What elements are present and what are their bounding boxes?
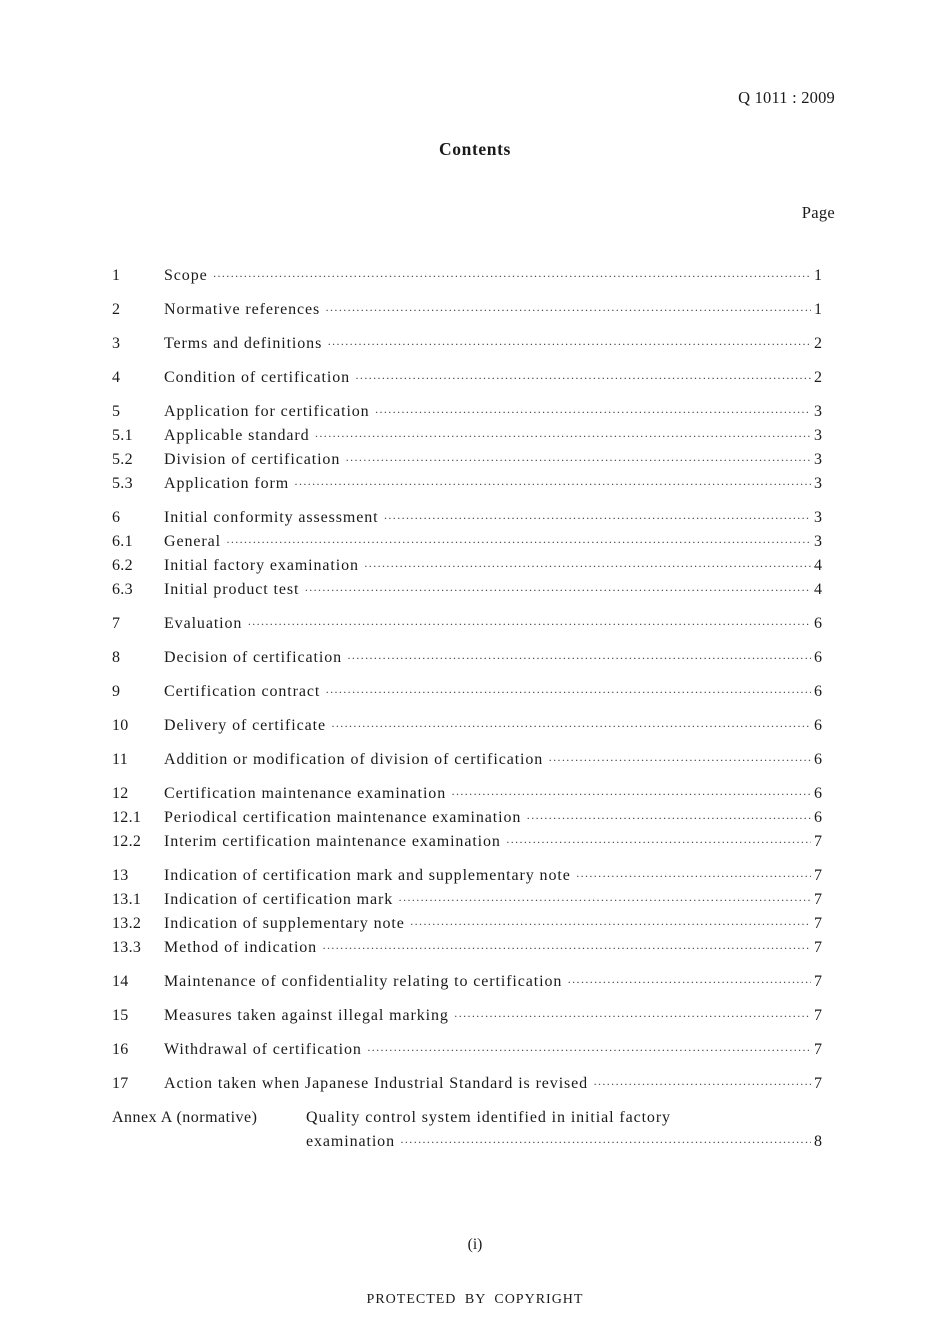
- annex-title-line2: examination: [306, 1133, 395, 1150]
- toc-entry[interactable]: [112, 554, 822, 578]
- document-number: Q 1011 : 2009: [738, 88, 835, 107]
- toc-entry-number: 7: [112, 615, 121, 632]
- dot-leader: [347, 646, 811, 670]
- toc-entry[interactable]: [112, 970, 822, 994]
- toc-entry-number: 15: [112, 1007, 129, 1024]
- dot-leader: [247, 612, 811, 636]
- toc-entry-title: Delivery of certificate: [164, 717, 326, 734]
- toc-entry-page: 1: [814, 301, 822, 318]
- dot-leader: [451, 782, 811, 806]
- toc-entry-page: 7: [814, 1075, 822, 1092]
- footer-page-number: (i): [467, 1236, 483, 1253]
- dot-leader: [506, 830, 811, 854]
- dot-leader: [327, 332, 811, 356]
- toc-entry-page: 2: [814, 335, 822, 352]
- toc-entry[interactable]: [112, 714, 822, 738]
- dot-leader: [226, 530, 811, 554]
- toc-entry-page: 3: [814, 403, 822, 420]
- toc-entry-title: Method of indication: [164, 939, 318, 956]
- toc-entry[interactable]: [112, 748, 822, 772]
- toc-entry-title: Application form: [164, 475, 290, 492]
- toc-entry[interactable]: [112, 936, 822, 960]
- toc-entry-number: 16: [112, 1041, 129, 1058]
- toc-entry-title: Addition or modification of division of certification: [164, 751, 544, 768]
- dot-leader: [315, 424, 812, 448]
- toc-entry-number: 8: [112, 649, 121, 666]
- toc-entry-title: Maintenance of confidentiality relating to certification: [164, 973, 563, 990]
- dot-leader: [345, 448, 811, 472]
- toc-entry-page: 6: [814, 649, 822, 666]
- toc-entry[interactable]: [112, 806, 822, 830]
- toc-section-group: [112, 970, 822, 994]
- copyright-notice: PROTECTED BY COPYRIGHT: [366, 1292, 584, 1307]
- toc-entry[interactable]: [112, 506, 822, 530]
- toc-entry-page: 7: [814, 833, 822, 850]
- toc-entry-page: 3: [814, 427, 822, 444]
- page-title: Contents: [439, 139, 511, 159]
- toc-section-group: [112, 506, 822, 602]
- toc-section-group: [112, 1072, 822, 1096]
- toc-section-group: [112, 782, 822, 854]
- toc-section-group: [112, 366, 822, 390]
- toc-entry-number: 6.3: [112, 581, 133, 598]
- toc-section-group: [112, 864, 822, 960]
- toc-entry-number: 13: [112, 867, 129, 884]
- toc-entry[interactable]: [112, 782, 822, 806]
- toc-entry[interactable]: [112, 298, 822, 322]
- dot-leader: [367, 1038, 811, 1062]
- toc-entry-number: 1: [112, 267, 121, 284]
- toc-entry-title: Decision of certification: [164, 649, 342, 666]
- toc-entry-page: 7: [814, 939, 822, 956]
- toc-entry-number: 5: [112, 403, 121, 420]
- dot-leader: [593, 1072, 811, 1096]
- annex-label: Annex A (normative): [112, 1109, 258, 1126]
- toc-section-group: [112, 612, 822, 636]
- toc-entry-page: 6: [814, 615, 822, 632]
- toc-entry-page: 3: [814, 509, 822, 526]
- toc-entry-title: Certification maintenance examination: [164, 785, 447, 802]
- toc-entry-title: Normative references: [164, 301, 321, 318]
- toc-entry-page: 6: [814, 809, 822, 826]
- toc-entry[interactable]: [112, 424, 822, 448]
- toc-entry[interactable]: [112, 578, 822, 602]
- toc-entry-title: Initial product test: [164, 581, 300, 598]
- toc-entry-number: 5.1: [112, 427, 133, 444]
- dot-leader: [213, 264, 811, 288]
- toc-entry-page: 6: [814, 751, 822, 768]
- toc-entry-page: 7: [814, 891, 822, 908]
- dot-leader: [294, 472, 811, 496]
- toc-entry-page: 7: [814, 915, 822, 932]
- toc-entry-title: Measures taken against illegal marking: [164, 1007, 449, 1024]
- toc-annex-entry[interactable]: [112, 1106, 822, 1154]
- toc-entry-title: Indication of certification mark: [164, 891, 394, 908]
- toc-section-group: [112, 1038, 822, 1062]
- toc-entry-page: 7: [814, 973, 822, 990]
- dot-leader: [526, 806, 811, 830]
- dot-leader: [364, 554, 811, 578]
- toc-entry-page: 8: [814, 1133, 822, 1150]
- toc-entry-page: 3: [814, 475, 822, 492]
- toc-entry-number: 13.1: [112, 891, 142, 908]
- toc-section-group: [112, 646, 822, 670]
- dot-leader: [400, 1130, 811, 1154]
- toc-entry-number: 14: [112, 973, 129, 990]
- dot-leader: [331, 714, 811, 738]
- dot-leader: [375, 400, 811, 424]
- toc-entry[interactable]: [112, 472, 822, 496]
- toc-entry-title: General: [164, 533, 221, 550]
- toc-entry-page: 2: [814, 369, 822, 386]
- toc-entry-number: 5.3: [112, 475, 133, 492]
- toc-entry-number: 11: [112, 751, 129, 768]
- toc-entry-title: Action taken when Japanese Industrial Standard is revised: [164, 1075, 589, 1092]
- toc-entry-number: 12.1: [112, 809, 142, 826]
- toc-entry-number: 2: [112, 301, 121, 318]
- toc-section-group: [112, 264, 822, 288]
- dot-leader: [454, 1004, 811, 1028]
- toc-entry-page: 6: [814, 717, 822, 734]
- toc-entry-number: 13.3: [112, 939, 142, 956]
- toc-entry-title: Withdrawal of certification: [164, 1041, 362, 1058]
- toc-entry[interactable]: [112, 332, 822, 356]
- toc-entry-title: Initial conformity assessment: [164, 509, 379, 526]
- annex-title-line1: Quality control system identified in initial factory: [306, 1109, 671, 1126]
- toc-entry-page: 7: [814, 1041, 822, 1058]
- toc-entry[interactable]: [112, 1038, 822, 1062]
- toc-entry[interactable]: [112, 1072, 822, 1096]
- dot-leader: [398, 888, 811, 912]
- toc-entry-page: 7: [814, 867, 822, 884]
- toc-entry[interactable]: [112, 530, 822, 554]
- toc-entry-title: Initial factory examination: [164, 557, 359, 574]
- dot-leader: [355, 366, 811, 390]
- dot-leader: [322, 936, 811, 960]
- toc-section-group: [112, 714, 822, 738]
- toc-entry-number: 10: [112, 717, 129, 734]
- toc-entry-number: 5.2: [112, 451, 133, 468]
- dot-leader: [384, 506, 811, 530]
- toc-entry[interactable]: [112, 612, 822, 636]
- toc-entry[interactable]: [112, 680, 822, 704]
- toc-entry-title: Scope: [164, 267, 208, 284]
- toc-entry-number: 6.1: [112, 533, 133, 550]
- toc-entry[interactable]: [112, 912, 822, 936]
- page-column-label: Page: [801, 203, 835, 222]
- toc-section-group: [112, 680, 822, 704]
- toc-entry-number: 6: [112, 509, 121, 526]
- toc-entry-number: 6.2: [112, 557, 133, 574]
- toc-entry-title: Evaluation: [164, 615, 243, 632]
- dot-leader: [325, 680, 811, 704]
- toc-entry-number: 13.2: [112, 915, 142, 932]
- toc-entry-number: 12.2: [112, 833, 142, 850]
- toc-entry-title: Application for certification: [164, 403, 370, 420]
- toc-entry[interactable]: [112, 646, 822, 670]
- toc-entry-page: 7: [814, 1007, 822, 1024]
- toc-entry-number: 3: [112, 335, 121, 352]
- toc-entry[interactable]: [112, 830, 822, 854]
- toc-entry-title: Periodical certification maintenance examination: [164, 809, 522, 826]
- toc-entry[interactable]: [112, 864, 822, 888]
- toc-section-group: [112, 1004, 822, 1028]
- toc-entry[interactable]: [112, 366, 822, 390]
- toc-entry-page: 4: [814, 557, 822, 574]
- toc-entry-page: 4: [814, 581, 822, 598]
- toc-entry-title: Certification contract: [164, 683, 321, 700]
- toc-entry[interactable]: [112, 264, 822, 288]
- dot-leader: [325, 298, 811, 322]
- dot-leader: [304, 578, 811, 602]
- toc-entry-page: 3: [814, 533, 822, 550]
- table-of-contents: [112, 264, 822, 1164]
- dot-leader: [567, 970, 811, 994]
- toc-entry[interactable]: [112, 448, 822, 472]
- toc-entry-title: Division of certification: [164, 451, 341, 468]
- toc-entry-title: Indication of certification mark and supplementary note: [164, 867, 571, 884]
- toc-entry-page: 1: [814, 267, 822, 284]
- toc-entry-title: Terms and definitions: [164, 335, 323, 352]
- toc-section-group: [112, 298, 822, 322]
- toc-section-group: [112, 748, 822, 772]
- toc-entry[interactable]: [112, 400, 822, 424]
- toc-entry-number: 4: [112, 369, 121, 386]
- toc-entry-title: Interim certification maintenance examination: [164, 833, 501, 850]
- toc-section-group: [112, 332, 822, 356]
- toc-entry[interactable]: [112, 1004, 822, 1028]
- dot-leader: [410, 912, 811, 936]
- toc-entry-page: 6: [814, 785, 822, 802]
- dot-leader: [576, 864, 811, 888]
- toc-entry[interactable]: [112, 888, 822, 912]
- toc-section-group: [112, 400, 822, 496]
- toc-entry-number: 12: [112, 785, 129, 802]
- toc-entry-number: 9: [112, 683, 121, 700]
- toc-entry-title: Indication of supplementary note: [164, 915, 405, 932]
- toc-entry-page: 3: [814, 451, 822, 468]
- dot-leader: [548, 748, 811, 772]
- toc-entry-title: Applicable standard: [164, 427, 310, 444]
- toc-entry-number: 17: [112, 1075, 129, 1092]
- toc-entry-title: Condition of certification: [164, 369, 351, 386]
- toc-entry-page: 6: [814, 683, 822, 700]
